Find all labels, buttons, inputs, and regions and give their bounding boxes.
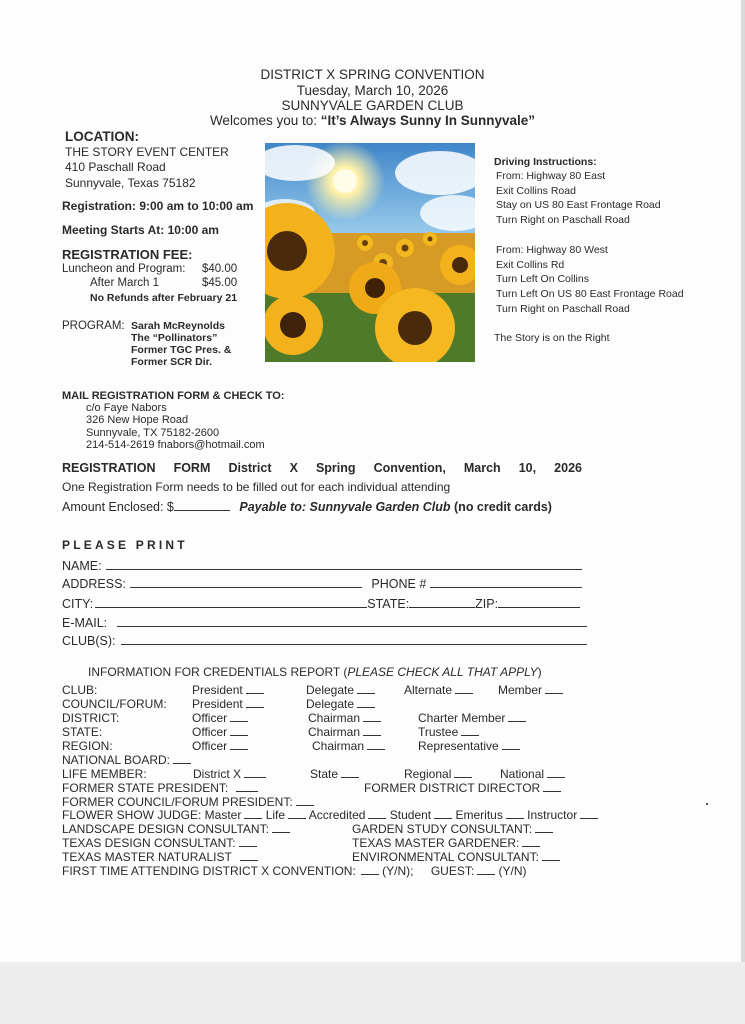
- option-label: National: [500, 767, 545, 781]
- checkbox-blank[interactable]: [236, 781, 258, 792]
- driving-east: [496, 169, 661, 227]
- scan-speck: [706, 803, 708, 805]
- clubs-row: [62, 632, 587, 648]
- region-chairman-option[interactable]: [312, 739, 385, 753]
- address-label: ADDRESS:: [62, 577, 126, 591]
- credentials-title-prefix: INFORMATION FOR CREDENTIALS REPORT (: [88, 665, 348, 679]
- option-label: (Y/N);: [382, 864, 414, 878]
- former-council-president-option[interactable]: [62, 795, 314, 809]
- option-label: Trustee: [418, 725, 459, 739]
- checkbox-blank[interactable]: [363, 725, 381, 736]
- checkbox-blank[interactable]: [246, 697, 264, 708]
- checkbox-blank[interactable]: [239, 836, 257, 847]
- amount-row: [62, 498, 552, 514]
- city-row: [62, 595, 580, 611]
- region-officer-option[interactable]: [192, 739, 248, 753]
- texas-gardener-option[interactable]: [352, 836, 540, 850]
- no-refunds-note: No Refunds after February 21: [90, 292, 238, 304]
- form-title-word: Convention,: [373, 461, 446, 475]
- state-label: STATE:: [367, 597, 410, 611]
- form-title-word: District: [228, 461, 272, 475]
- flower-show-judge-row: [62, 808, 598, 822]
- scan-bottom-shadow: [0, 962, 745, 1024]
- council-president-option[interactable]: [192, 697, 264, 711]
- option-label: NATIONAL BOARD:: [62, 753, 171, 767]
- sunflower-image: [265, 143, 475, 362]
- option-label: Chairman: [308, 725, 361, 739]
- texas-design-option[interactable]: [62, 836, 257, 850]
- option-label: Chairman: [312, 739, 365, 753]
- driving-step: From: Highway 80 West: [496, 244, 608, 256]
- clubs-label: CLUB(S):: [62, 634, 116, 648]
- form-instruction: One Registration Form needs to be filled out for each individual attending: [62, 480, 451, 494]
- checkbox-blank[interactable]: [543, 781, 561, 792]
- driving-step: Exit Collins Road: [496, 184, 576, 197]
- location-label: LOCATION:: [65, 129, 139, 144]
- option-label: State: [310, 767, 339, 781]
- form-title: [62, 461, 582, 475]
- name-row: [62, 557, 582, 573]
- checkbox-blank[interactable]: [434, 808, 452, 819]
- form-title-word: 10,: [518, 461, 537, 475]
- credentials-title: [88, 665, 542, 679]
- scan-edge: [741, 0, 745, 1024]
- checkbox-blank[interactable]: [545, 683, 563, 694]
- checkbox-blank[interactable]: [368, 808, 386, 819]
- option-label: Member: [498, 683, 543, 697]
- phone-label: PHONE #: [371, 577, 427, 591]
- checkbox-blank[interactable]: [363, 711, 381, 722]
- form-title-word: Spring: [315, 461, 356, 475]
- amount-field[interactable]: [174, 498, 230, 511]
- life-member-label: LIFE MEMBER:: [62, 767, 147, 781]
- landscape-option[interactable]: [62, 822, 290, 836]
- option-label: TEXAS DESIGN CONSULTANT:: [62, 836, 236, 850]
- environmental-option[interactable]: [352, 850, 560, 864]
- fee-luncheon-label: Luncheon and Program:: [62, 263, 186, 275]
- option-label: FORMER DISTRICT DIRECTOR: [364, 781, 541, 795]
- checkbox-blank[interactable]: [535, 822, 553, 833]
- payable-to: Payable to: Sunnyvale Garden Club: [239, 500, 451, 514]
- convention-theme: “It’s Always Sunny In Sunnyvale”: [320, 113, 536, 128]
- checkbox-blank[interactable]: [461, 725, 479, 736]
- region-representative-option[interactable]: [418, 739, 520, 753]
- program-speaker: [131, 320, 231, 368]
- checkbox-blank[interactable]: [455, 683, 473, 694]
- location-city: Sunnyvale, Texas 75182: [65, 176, 196, 190]
- state-field[interactable]: [409, 595, 475, 608]
- region-label: REGION:: [62, 739, 113, 753]
- option-label: Delegate: [306, 683, 355, 697]
- location-venue: THE STORY EVENT CENTER: [65, 145, 229, 159]
- option-label: Accredited: [308, 808, 366, 822]
- former-district-director-option[interactable]: [364, 781, 561, 795]
- option-label: Representative: [418, 739, 499, 753]
- checkbox-blank[interactable]: [230, 725, 248, 736]
- checkbox-blank[interactable]: [361, 864, 379, 875]
- option-label: FIRST TIME ATTENDING DISTRICT X CONVENTION:: [62, 864, 356, 878]
- name-label: NAME:: [62, 559, 102, 573]
- state-trustee-option[interactable]: [418, 725, 479, 739]
- option-label: Emeritus: [455, 808, 503, 822]
- option-label: Regional: [404, 767, 452, 781]
- mail-title: MAIL REGISTRATION FORM & CHECK TO:: [62, 390, 285, 402]
- option-label: President: [192, 683, 243, 697]
- zip-label: ZIP:: [475, 597, 499, 611]
- fee-after-label: After March 1: [90, 277, 160, 289]
- registration-time: Registration: 9:00 am to 10:00 am: [62, 199, 254, 213]
- option-label: (Y/N): [498, 864, 527, 878]
- email-label: E-MAIL:: [62, 616, 108, 630]
- program-line: Former TGC Pres. &: [131, 344, 232, 356]
- first-time-row: [62, 864, 527, 878]
- mail-line: Sunnyvale, TX 75182-2600: [86, 426, 220, 439]
- program-line: Sarah McReynolds: [131, 320, 225, 332]
- option-label: TEXAS MASTER GARDENER:: [352, 836, 520, 850]
- meeting-start: Meeting Starts At: 10:00 am: [62, 223, 219, 237]
- city-label: CITY:: [62, 597, 94, 611]
- fee-luncheon-price: $40.00: [202, 263, 238, 275]
- option-label: Chairman: [308, 711, 361, 725]
- clubs-field[interactable]: [121, 632, 587, 645]
- credentials-title-italic: PLEASE CHECK ALL THAT APPLY: [347, 665, 538, 679]
- option-label: District X: [193, 767, 241, 781]
- life-regional-option[interactable]: [404, 767, 472, 781]
- mail-address: [86, 402, 265, 451]
- address-row: [62, 575, 582, 591]
- option-label: LANDSCAPE DESIGN CONSULTANT:: [62, 822, 269, 836]
- texas-naturalist-option[interactable]: [62, 850, 258, 864]
- national-board-option[interactable]: [62, 753, 191, 767]
- option-label: ENVIRONMENTAL CONSULTANT:: [352, 850, 539, 864]
- amount-label: Amount Enclosed: $: [62, 500, 174, 514]
- city-field[interactable]: [95, 595, 367, 608]
- option-label: GARDEN STUDY CONSULTANT:: [352, 822, 533, 836]
- club-president-option[interactable]: [192, 683, 264, 697]
- checkbox-blank[interactable]: [522, 836, 540, 847]
- council-delegate-option[interactable]: [306, 697, 375, 711]
- option-label: Officer: [192, 725, 228, 739]
- driving-step: Turn Right on Paschall Road: [496, 302, 630, 315]
- checkbox-blank[interactable]: [357, 683, 375, 694]
- checkbox-blank[interactable]: [230, 739, 248, 750]
- event-title: DISTRICT X SPRING CONVENTION: [260, 67, 485, 82]
- address-field[interactable]: [130, 575, 362, 588]
- checkbox-blank[interactable]: [508, 711, 526, 722]
- checkbox-blank[interactable]: [477, 864, 495, 875]
- mail-line: c/o Faye Nabors: [86, 402, 167, 414]
- option-label: Alternate: [404, 683, 453, 697]
- program-line: Former SCR Dir.: [131, 356, 213, 368]
- fee-label: REGISTRATION FEE:: [62, 247, 193, 262]
- option-label: Officer: [192, 711, 228, 725]
- checkbox-blank[interactable]: [296, 795, 314, 806]
- form-title-word: X: [289, 461, 298, 475]
- welcome-line: [0, 112, 745, 129]
- checkbox-blank[interactable]: [288, 808, 306, 819]
- checkbox-blank[interactable]: [230, 711, 248, 722]
- no-credit-note: (no credit cards): [454, 500, 552, 514]
- option-label: Charter Member: [418, 711, 506, 725]
- event-date: Tuesday, March 10, 2026: [296, 83, 449, 98]
- welcome-prefix: Welcomes you to:: [209, 113, 321, 128]
- checkbox-blank[interactable]: [244, 767, 266, 778]
- name-field[interactable]: [106, 557, 582, 570]
- form-title-word: 2026: [554, 461, 582, 475]
- program-line: The “Pollinators”: [131, 332, 218, 344]
- option-label: GUEST:: [430, 864, 475, 878]
- driving-step: From: Highway 80 East: [496, 170, 606, 182]
- checkbox-blank[interactable]: [454, 767, 472, 778]
- driving-step: Turn Right on Paschall Road: [496, 213, 630, 226]
- form-title-word: FORM: [173, 461, 211, 475]
- fee-after-price: $45.00: [202, 277, 238, 289]
- option-label: Instructor: [527, 808, 578, 822]
- form-title-word: March: [463, 461, 501, 475]
- driving-title: Driving Instructions:: [494, 156, 597, 168]
- driving-step: Stay on US 80 East Frontage Road: [496, 199, 661, 211]
- checkbox-blank[interactable]: [502, 739, 520, 750]
- driving-footer: The Story is on the Right: [494, 332, 610, 344]
- council-label: COUNCIL/FORUM:: [62, 697, 167, 711]
- checkbox-blank[interactable]: [341, 767, 359, 778]
- driving-step: Turn Left On US 80 East Frontage Road: [496, 288, 684, 301]
- checkbox-blank[interactable]: [580, 808, 598, 819]
- state-chairman-option[interactable]: [308, 725, 381, 739]
- club-delegate-option[interactable]: [306, 683, 375, 697]
- driving-step: Exit Collins Rd: [496, 258, 565, 271]
- club-alternate-option[interactable]: [404, 683, 473, 697]
- checkbox-blank[interactable]: [244, 808, 262, 819]
- garden-study-option[interactable]: [352, 822, 553, 836]
- former-state-president-option[interactable]: [62, 781, 258, 795]
- checkbox-blank[interactable]: [542, 850, 560, 861]
- option-label: FORMER COUNCIL/FORUM PRESIDENT:: [62, 795, 293, 809]
- option-label: TEXAS MASTER NATURALIST: [62, 850, 232, 864]
- option-label: Life: [265, 808, 286, 822]
- life-districtx-option[interactable]: [193, 767, 266, 781]
- email-field[interactable]: [117, 614, 587, 627]
- club-member-option[interactable]: [498, 683, 563, 697]
- please-print-label: PLEASE PRINT: [62, 538, 188, 552]
- sunflower-illustration: [265, 143, 475, 362]
- district-officer-option[interactable]: [192, 711, 248, 725]
- district-label: DISTRICT:: [62, 711, 120, 725]
- state-officer-option[interactable]: [192, 725, 248, 739]
- driving-step: Turn Left On Collins: [496, 273, 589, 286]
- option-label: President: [192, 697, 243, 711]
- credentials-title-suffix: ): [537, 665, 542, 679]
- program-label: PROGRAM:: [62, 320, 125, 332]
- option-label: Delegate: [306, 697, 355, 711]
- option-label: FLOWER SHOW JUDGE: Master: [62, 808, 242, 822]
- option-label: Officer: [192, 739, 228, 753]
- checkbox-blank[interactable]: [173, 753, 191, 764]
- checkbox-blank[interactable]: [272, 822, 290, 833]
- checkbox-blank[interactable]: [367, 739, 385, 750]
- checkbox-blank[interactable]: [547, 767, 565, 778]
- mail-line: 326 New Hope Road: [86, 414, 189, 427]
- checkbox-blank[interactable]: [246, 683, 264, 694]
- form-title-word: REGISTRATION: [62, 461, 156, 475]
- driving-west: [496, 243, 684, 317]
- phone-field[interactable]: [430, 575, 582, 588]
- option-label: FORMER STATE PRESIDENT:: [62, 781, 229, 795]
- zip-field[interactable]: [498, 595, 580, 608]
- location-street: 410 Paschall Road: [65, 160, 166, 174]
- option-label: Student: [389, 808, 432, 822]
- email-row: [62, 614, 587, 630]
- life-state-option[interactable]: [310, 767, 359, 781]
- checkbox-blank[interactable]: [506, 808, 524, 819]
- checkbox-blank[interactable]: [240, 850, 258, 861]
- club-label: CLUB:: [62, 683, 98, 697]
- district-charter-option[interactable]: [418, 711, 526, 725]
- checkbox-blank[interactable]: [357, 697, 375, 708]
- state-cred-label: STATE:: [62, 725, 103, 739]
- life-national-option[interactable]: [500, 767, 565, 781]
- district-chairman-option[interactable]: [308, 711, 381, 725]
- mail-line: 214-514-2619 fnabors@hotmail.com: [86, 438, 265, 451]
- host-club: SUNNYVALE GARDEN CLUB: [281, 98, 464, 113]
